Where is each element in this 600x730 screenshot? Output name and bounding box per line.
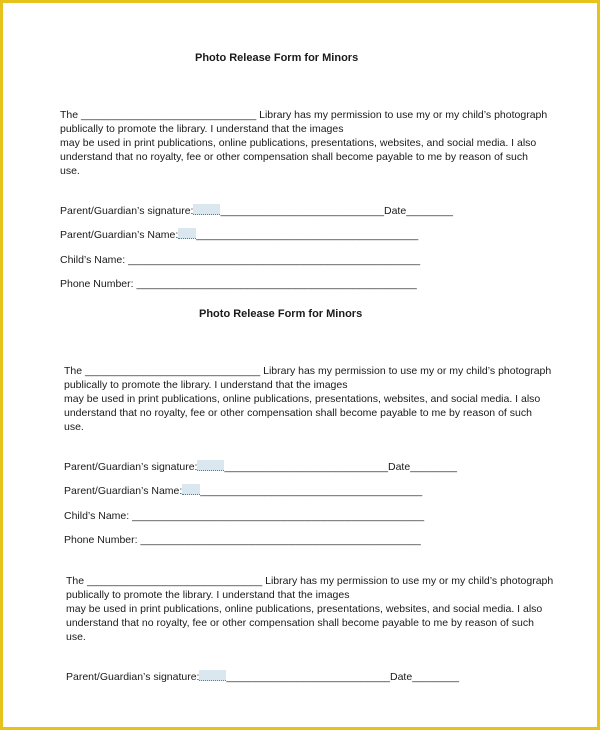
form-2-phone-row bbox=[64, 533, 421, 547]
form-3-signature-label: Parent/Guardian’s signature: bbox=[66, 671, 200, 683]
form-1-permission-text bbox=[60, 108, 547, 178]
form-1-line-5: use. bbox=[60, 165, 80, 177]
form-2-line-3: may be used in print publications, online publications, presentations, websites, and social media. I also bbox=[64, 393, 541, 405]
form-1-line-2: publically to promote the library. I understand that the images bbox=[60, 123, 344, 135]
form-2-title: Photo Release Form for Minors bbox=[199, 308, 363, 320]
form-2-signature-input[interactable] bbox=[197, 460, 224, 471]
form-1-child-row bbox=[60, 253, 420, 267]
form-2-signature-line: ____________________________ bbox=[224, 461, 388, 473]
form-3-line-4: understand that no royalty, fee or other compensation shall become payable to me by reason of such bbox=[66, 617, 534, 629]
form-3-signature-line: ____________________________ bbox=[226, 671, 390, 683]
form-2-child-label: Child’s Name: bbox=[64, 510, 130, 522]
form-1-child-line[interactable]: __________________________________________________ bbox=[128, 254, 421, 266]
form-3-date-label: Date bbox=[390, 671, 413, 683]
form-2-signature-row bbox=[64, 460, 457, 474]
form-3-line-5: use. bbox=[66, 631, 86, 643]
form-2-date-label: Date bbox=[388, 461, 411, 473]
form-3-line-1: The ______________________________ Library has my permission to use my or my child’s photograph bbox=[66, 575, 554, 587]
form-2-name-line: ______________________________________ bbox=[200, 485, 423, 497]
form-1-signature-line: ____________________________ bbox=[220, 205, 384, 217]
form-2-child-row bbox=[64, 509, 424, 523]
form-1-line-4: understand that no royalty, fee or other compensation shall become payable to me by reason of such bbox=[60, 151, 528, 163]
form-2-name-input[interactable] bbox=[182, 484, 200, 495]
form-3-line-3: may be used in print publications, online publications, presentations, websites, and social media. I also bbox=[66, 603, 543, 615]
form-1-name-label: Parent/Guardian’s Name: bbox=[60, 229, 179, 241]
form-1-signature-label: Parent/Guardian’s signature: bbox=[60, 205, 194, 217]
form-2-permission-text bbox=[64, 364, 551, 434]
form-2-line-4: understand that no royalty, fee or other compensation shall become payable to me by reason of such bbox=[64, 407, 532, 419]
form-1-name-input[interactable] bbox=[178, 228, 196, 239]
form-1-line-3: may be used in print publications, online publications, presentations, websites, and social media. I also bbox=[60, 137, 537, 149]
form-1-signature-input[interactable] bbox=[193, 204, 220, 215]
form-3-permission-text bbox=[66, 574, 553, 644]
form-1-child-label: Child’s Name: bbox=[60, 254, 126, 266]
form-2-child-line[interactable]: __________________________________________________ bbox=[132, 510, 425, 522]
form-1-phone-row bbox=[60, 277, 417, 291]
form-3-signature-input[interactable] bbox=[199, 670, 226, 681]
form-2-name-label: Parent/Guardian’s Name: bbox=[64, 485, 183, 497]
form-1-line-1: The ______________________________ Library has my permission to use my or my child’s photograph bbox=[60, 109, 548, 121]
form-2-date-line[interactable]: ________ bbox=[410, 461, 457, 473]
form-2-line-5: use. bbox=[64, 421, 84, 433]
form-3-signature-row bbox=[66, 670, 459, 684]
form-2-phone-label: Phone Number: bbox=[64, 534, 138, 546]
form-1-signature-row bbox=[60, 204, 453, 218]
form-1-date-line[interactable]: ________ bbox=[406, 205, 453, 217]
form-3-line-2: publically to promote the library. I understand that the images bbox=[66, 589, 350, 601]
form-2-signature-label: Parent/Guardian’s signature: bbox=[64, 461, 198, 473]
form-1-phone-line[interactable]: ________________________________________________ bbox=[136, 278, 417, 290]
form-1-date-label: Date bbox=[384, 205, 407, 217]
form-2-line-1: The ______________________________ Library has my permission to use my or my child’s photograph bbox=[64, 365, 552, 377]
form-2-phone-line[interactable]: ________________________________________________ bbox=[140, 534, 421, 546]
form-3-date-line[interactable]: ________ bbox=[412, 671, 459, 683]
form-2-line-2: publically to promote the library. I understand that the images bbox=[64, 379, 348, 391]
form-1-phone-label: Phone Number: bbox=[60, 278, 134, 290]
form-1-name-line: ______________________________________ bbox=[196, 229, 419, 241]
form-1-title: Photo Release Form for Minors bbox=[195, 52, 359, 64]
form-2-name-row bbox=[64, 484, 422, 498]
form-1-name-row bbox=[60, 228, 418, 242]
